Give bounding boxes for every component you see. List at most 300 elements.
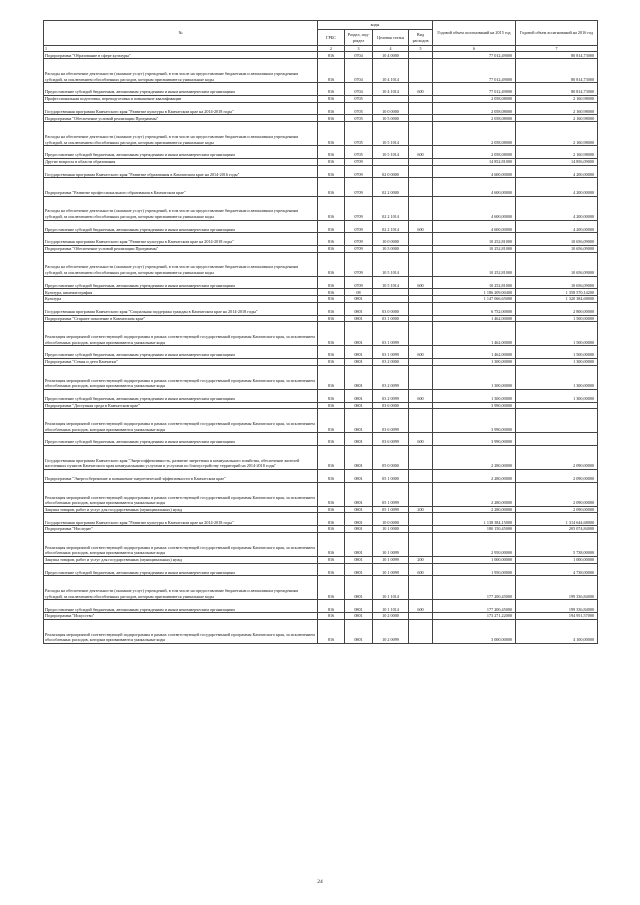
row-name-cell: Предоставление субсидий бюджетным, автономным учреждениям и иным некоммерческим организациям [44, 276, 318, 289]
header-target-article: Целевая статья [373, 30, 409, 46]
target-article-cell [373, 158, 409, 165]
target-article-cell: 03 1 0099 [373, 346, 409, 359]
row-name-cell: Предоставление субсидий бюджетным, автономным учреждениям и иным некоммерческим организациям [44, 563, 318, 576]
expense-type-cell [409, 446, 433, 470]
column-index: 6 [433, 46, 516, 52]
row-name-cell: Реализация мероприятий соответствующей подпрограммы в рамках соответствующей государственной программы Камчатского края, за исключением обособленных расходов, которым присваиваются уникальные коды [44, 619, 318, 643]
table-row [44, 315, 598, 322]
table-row [44, 365, 598, 389]
table-row [44, 302, 598, 315]
grbs-cell: 816 [318, 613, 345, 620]
target-article-cell: 10 1 0099 [373, 563, 409, 576]
target-article-cell: 05 1 0099 [373, 506, 409, 513]
amount-2015-cell: 77 012,49000 [433, 59, 516, 83]
grbs-cell: 816 [318, 556, 345, 563]
amount-2015-cell: 1 950,00000 [433, 563, 516, 576]
amount-2016-cell: 1 300,00000 [516, 365, 598, 389]
amount-2015-cell: 2 058,08000 [433, 115, 516, 122]
row-name-cell: Культура, кинематография [44, 289, 318, 296]
amount-2015-cell: 1 186 209,00400 [433, 289, 516, 296]
row-name-cell: Расходы на обеспечение деятельности (оказание услуг) учреждений, в том числе на предоставление бюджетным и автономным учреждениям субсидий, за исключением обособленных расходов, которым присваиваются уникальные коды [44, 252, 318, 276]
amount-2015-cell: 3 990,00000 [433, 433, 516, 446]
grbs-cell: 816 [318, 446, 345, 470]
amount-2015-cell: 4 600,00000 [433, 196, 516, 220]
expense-type-cell [409, 233, 433, 246]
section-cell: 0801 [345, 433, 373, 446]
amount-2016-cell: 5 738,00000 [516, 532, 598, 556]
amount-2015-cell: 177 200,45000 [433, 576, 516, 600]
table-row [44, 83, 598, 96]
grbs-cell: 816 [318, 158, 345, 165]
grbs-cell: 816 [318, 600, 345, 613]
table-row [44, 613, 598, 620]
amount-2016-cell: 205 074,84000 [516, 526, 598, 533]
grbs-cell: 816 [318, 389, 345, 402]
target-article-cell: 10 1 1014 [373, 576, 409, 600]
grbs-cell: 816 [318, 115, 345, 122]
amount-2016-cell: 1 500,00000 [516, 346, 598, 359]
target-article-cell: 02 2 0000 [373, 178, 409, 196]
document-page [43, 20, 597, 644]
expense-type-cell [409, 315, 433, 322]
amount-2015-cell: 1 300,00000 [433, 359, 516, 366]
expense-type-cell [409, 165, 433, 178]
target-article-cell: 03 2 0099 [373, 365, 409, 389]
row-name-cell: Реализация мероприятий соответствующей подпрограммы в рамках соответствующей государственной программы Камчатского края, за исключением обособленных расходов, которым присваиваются уникальные коды [44, 365, 318, 389]
table-row [44, 563, 598, 576]
expense-type-cell [409, 359, 433, 366]
row-name-cell: Предоставление субсидий бюджетным, автономным учреждениям и иным некоммерческим организациям [44, 433, 318, 446]
section-cell: 0801 [345, 470, 373, 483]
table-row [44, 289, 598, 296]
grbs-cell: 816 [318, 482, 345, 506]
expense-type-cell: 600 [409, 433, 433, 446]
amount-2016-cell [516, 433, 598, 446]
expense-type-cell: 600 [409, 220, 433, 233]
table-row [44, 389, 598, 402]
grbs-cell: 816 [318, 233, 345, 246]
header-section: Раздел, под-раздел [345, 30, 373, 46]
amount-2015-cell: 177 200,45000 [433, 600, 516, 613]
table-row [44, 165, 598, 178]
row-name-cell: Реализация мероприятий соответствующей подпрограммы в рамках соответствующей государственной программы Камчатского края, за исключением обособленных расходов, которым присваиваются уникальные коды [44, 482, 318, 506]
section-cell: 0801 [345, 600, 373, 613]
section-cell: 0801 [345, 359, 373, 366]
target-article-cell: 10 4 1014 [373, 83, 409, 96]
table-row [44, 600, 598, 613]
target-article-cell: 10 0 0000 [373, 102, 409, 115]
grbs-cell: 816 [318, 532, 345, 556]
amount-2016-cell: 1 500,00000 [516, 322, 598, 346]
row-name-cell: Подпрограмма "Образование в сфере культуры" [44, 52, 318, 59]
table-row [44, 402, 598, 409]
grbs-cell: 816 [318, 322, 345, 346]
target-article-cell: 10 1 1014 [373, 600, 409, 613]
expense-type-cell [409, 619, 433, 643]
expense-type-cell: 600 [409, 563, 433, 576]
amount-2015-cell: 2 058,08000 [433, 122, 516, 146]
row-name-cell: Подпрограмма "Развитие профессионального образования в Камчатском крае" [44, 178, 318, 196]
target-article-cell: 10 5 1014 [373, 122, 409, 146]
grbs-cell: 816 [318, 315, 345, 322]
amount-2016-cell: 199 336,84000 [516, 600, 598, 613]
expense-type-cell: 200 [409, 556, 433, 563]
grbs-cell: 816 [318, 346, 345, 359]
row-name-cell: Закупка товаров, работ и услуг для государственных (муниципальных) нужд [44, 506, 318, 513]
amount-2015-cell: 180 150,45000 [433, 526, 516, 533]
section-cell: 0704 [345, 52, 373, 59]
grbs-cell: 816 [318, 178, 345, 196]
grbs-cell: 816 [318, 359, 345, 366]
section-cell: 0709 [345, 178, 373, 196]
row-name-cell: Подпрограмма "Доступная среда в Камчатском крае" [44, 402, 318, 409]
header-name: № [44, 21, 318, 46]
section-cell: 0705 [345, 115, 373, 122]
expense-type-cell [409, 409, 433, 433]
amount-2015-cell: 2 280,00000 [433, 506, 516, 513]
header-expense-type: Вид расходов [409, 30, 433, 46]
amount-2016-cell: 2 090,00000 [516, 446, 598, 470]
grbs-cell: 816 [318, 83, 345, 96]
target-article-cell: 02 2 1014 [373, 220, 409, 233]
table-row [44, 52, 598, 59]
section-cell: 0704 [345, 59, 373, 83]
amount-2015-cell: 10 252,81000 [433, 233, 516, 246]
row-name-cell: Государственная программа Камчатского края "Развитие культуры в Камчатском крае на 2014-2018 годы" [44, 513, 318, 526]
grbs-cell: 816 [318, 59, 345, 83]
target-article-cell: 03 1 0099 [373, 322, 409, 346]
section-cell: 0705 [345, 102, 373, 115]
grbs-cell: 816 [318, 506, 345, 513]
row-name-cell: Предоставление субсидий бюджетным, автономным учреждениям и иным некоммерческим организациям [44, 220, 318, 233]
amount-2015-cell: 14 852,81000 [433, 158, 516, 165]
section-cell: 0709 [345, 276, 373, 289]
row-name-cell: Предоставление субсидий бюджетным, автономным учреждениям и иным некоммерческим организациям [44, 346, 318, 359]
grbs-cell: 816 [318, 513, 345, 526]
expense-type-cell [409, 178, 433, 196]
amount-2016-cell: 4 200,00000 [516, 220, 598, 233]
section-cell: 0801 [345, 389, 373, 402]
row-name-cell: Подпрограмма "Искусство" [44, 613, 318, 620]
row-name-cell: Подпрограмма "Обеспечение условий реализации Программы" [44, 245, 318, 252]
section-cell: 0709 [345, 233, 373, 246]
target-article-cell: 02 2 1014 [373, 196, 409, 220]
table-row [44, 115, 598, 122]
amount-2015-cell: 2 280,00000 [433, 470, 516, 483]
amount-2016-cell: 80 814,73000 [516, 59, 598, 83]
section-cell: 0801 [345, 513, 373, 526]
amount-2016-cell: 10 656,09000 [516, 245, 598, 252]
amount-2015-cell: 77 012,49000 [433, 52, 516, 59]
column-index: 3 [345, 46, 373, 52]
table-row [44, 506, 598, 513]
grbs-cell: 816 [318, 526, 345, 533]
amount-2016-cell: 14 856,09000 [516, 158, 598, 165]
grbs-cell: 816 [318, 402, 345, 409]
row-name-cell: Профессиональная подготовка, переподготовка и повышение квалификации [44, 95, 318, 102]
amount-2015-cell: 1 138 384,15000 [433, 513, 516, 526]
section-cell: 0801 [345, 576, 373, 600]
amount-2016-cell: 4 200,00000 [516, 196, 598, 220]
expense-type-cell: 600 [409, 276, 433, 289]
amount-2016-cell: 1 320 384,68000 [516, 296, 598, 303]
amount-2015-cell: 2 280,00000 [433, 446, 516, 470]
target-article-cell: 10 0 0000 [373, 233, 409, 246]
row-name-cell: Государственная программа Камчатского края "Социальная поддержка граждан в Камчатском крае на 2014-2018 годы" [44, 302, 318, 315]
amount-2016-cell: 1 358 570,14200 [516, 289, 598, 296]
grbs-cell: 816 [318, 165, 345, 178]
amount-2015-cell: 173 271,22000 [433, 613, 516, 620]
table-row [44, 470, 598, 483]
table-row [44, 146, 598, 159]
column-index: 1 [44, 46, 318, 52]
table-row [44, 359, 598, 366]
target-article-cell: 03 0 0000 [373, 302, 409, 315]
expense-type-cell [409, 402, 433, 409]
table-row [44, 296, 598, 303]
row-name-cell: Другие вопросы в области образования [44, 158, 318, 165]
expense-type-cell [409, 59, 433, 83]
section-cell: 0801 [345, 402, 373, 409]
amount-2016-cell [516, 402, 598, 409]
amount-2016-cell: 10 656,09000 [516, 233, 598, 246]
row-name-cell: Предоставление субсидий бюджетным, автономным учреждениям и иным некоммерческим организациям [44, 389, 318, 402]
expense-type-cell [409, 252, 433, 276]
amount-2015-cell: 1 462,00000 [433, 315, 516, 322]
expense-type-cell [409, 115, 433, 122]
table-row [44, 220, 598, 233]
expense-type-cell [409, 95, 433, 102]
amount-2015-cell: 1 000,00000 [433, 556, 516, 563]
target-article-cell: 10 5 1014 [373, 276, 409, 289]
section-cell: 0801 [345, 296, 373, 303]
section-cell: 0801 [345, 532, 373, 556]
row-name-cell: Предоставление субсидий бюджетным, автономным учреждениям и иным некоммерческим организациям [44, 83, 318, 96]
target-article-cell: 05 1 0000 [373, 470, 409, 483]
amount-2015-cell: 2 058,08000 [433, 146, 516, 159]
amount-2015-cell: 1 462,00000 [433, 322, 516, 346]
table-row [44, 276, 598, 289]
expense-type-cell [409, 365, 433, 389]
header-year-2016: Годовой объем ассигнований на 2016 год [516, 21, 598, 46]
row-name-cell: Государственная программа Камчатского края "Развитие культуры в Камчатском крае на 2014-2018 годы" [44, 102, 318, 115]
table-row [44, 95, 598, 102]
amount-2015-cell: 10 252,81000 [433, 245, 516, 252]
table-row [44, 556, 598, 563]
column-index: 5 [409, 46, 433, 52]
amount-2016-cell: 4 200,00000 [516, 178, 598, 196]
table-row [44, 245, 598, 252]
amount-2016-cell: 2 800,00000 [516, 302, 598, 315]
grbs-cell: 816 [318, 470, 345, 483]
amount-2016-cell: 2 160,98000 [516, 102, 598, 115]
expense-type-cell [409, 576, 433, 600]
expense-type-cell: 200 [409, 506, 433, 513]
amount-2015-cell: 2 950,00000 [433, 532, 516, 556]
section-cell: 0801 [345, 302, 373, 315]
section-cell: 0801 [345, 315, 373, 322]
header-codes-group: коды [318, 21, 433, 30]
target-article-cell: 10 2 0099 [373, 619, 409, 643]
target-article-cell: 10 0 0000 [373, 513, 409, 526]
grbs-cell: 816 [318, 276, 345, 289]
grbs-cell: 816 [318, 563, 345, 576]
amount-2016-cell: 2 160,98000 [516, 146, 598, 159]
target-article-cell: 10 2 0000 [373, 613, 409, 620]
section-cell: 0709 [345, 165, 373, 178]
amount-2015-cell: 77 012,49000 [433, 83, 516, 96]
expense-type-cell: 600 [409, 146, 433, 159]
grbs-cell: 816 [318, 146, 345, 159]
target-article-cell: 10 5 1014 [373, 146, 409, 159]
row-name-cell: Подпрограмма "Обеспечение условий реализации Программы" [44, 115, 318, 122]
expense-type-cell: 600 [409, 600, 433, 613]
expense-type-cell [409, 296, 433, 303]
amount-2016-cell: 4 100,00000 [516, 619, 598, 643]
row-name-cell: Расходы на обеспечение деятельности (оказание услуг) учреждений, в том числе на предоставление бюджетным и автономным учреждениям субсидий, за исключением обособленных расходов, которым присваиваются уникальные коды [44, 122, 318, 146]
amount-2015-cell: 3 000,00000 [433, 619, 516, 643]
amount-2015-cell: 2 058,08000 [433, 95, 516, 102]
target-article-cell: 10 1 0099 [373, 532, 409, 556]
target-article-cell: 03 6 0000 [373, 402, 409, 409]
amount-2015-cell: 4 600,00000 [433, 220, 516, 233]
row-name-cell: Закупка товаров, работ и услуг для государственных (муниципальных) нужд [44, 556, 318, 563]
target-article-cell: 03 2 0099 [373, 389, 409, 402]
amount-2015-cell: 6 752,00000 [433, 302, 516, 315]
section-cell: 0709 [345, 220, 373, 233]
target-article-cell: 10 5 0000 [373, 115, 409, 122]
row-name-cell: Культура [44, 296, 318, 303]
target-article-cell: 10 4 0000 [373, 52, 409, 59]
section-cell: 0801 [345, 365, 373, 389]
section-cell: 0709 [345, 158, 373, 165]
expense-type-cell [409, 613, 433, 620]
amount-2016-cell: 10 656,09000 [516, 276, 598, 289]
amount-2016-cell: 2 090,00000 [516, 506, 598, 513]
target-article-cell: 02 0 0000 [373, 165, 409, 178]
amount-2015-cell: 10 252,81000 [433, 252, 516, 276]
amount-2016-cell: 199 336,84000 [516, 576, 598, 600]
section-cell: 0801 [345, 506, 373, 513]
table-row [44, 513, 598, 526]
amount-2015-cell: 3 990,00000 [433, 402, 516, 409]
target-article-cell: 10 1 0099 [373, 556, 409, 563]
row-name-cell: Расходы на обеспечение деятельности (оказание услуг) учреждений, в том числе на предоставление бюджетным и автономным учреждениям субсидий, за исключением обособленных расходов, которым присваиваются уникальные коды [44, 59, 318, 83]
section-cell: 0801 [345, 613, 373, 620]
amount-2015-cell: 2 058,08000 [433, 102, 516, 115]
grbs-cell: 816 [318, 296, 345, 303]
section-cell: 0705 [345, 122, 373, 146]
row-name-cell: Государственная программа Камчатского края "Энергоэффективность, развитие энергетики и коммунального хозяйства, обеспечение жителей населенных пунктов Камчатского края коммунальными услугами и услугами по благоустройству территорий на 2014-2018 годы" [44, 446, 318, 470]
row-name-cell: Реализация мероприятий соответствующей подпрограммы в рамках соответствующей государственной программы Камчатского края, за исключением обособленных расходов, которым присваиваются уникальные коды [44, 409, 318, 433]
expense-type-cell [409, 532, 433, 556]
section-cell: 0801 [345, 563, 373, 576]
table-row [44, 178, 598, 196]
grbs-cell: 816 [318, 409, 345, 433]
expense-type-cell: 600 [409, 346, 433, 359]
expense-type-cell [409, 482, 433, 506]
table-row [44, 59, 598, 83]
page-number: 24 [317, 879, 323, 885]
table-row [44, 532, 598, 556]
row-name-cell: Подпрограмма "Семья и дети Камчатки" [44, 359, 318, 366]
table-row [44, 482, 598, 506]
section-cell: 0801 [345, 409, 373, 433]
row-name-cell: Реализация мероприятий соответствующей подпрограммы в рамках соответствующей государственной программы Камчатского края, за исключением обособленных расходов, которым присваиваются уникальные коды [44, 322, 318, 346]
row-name-cell: Предоставление субсидий бюджетным, автономным учреждениям и иным некоммерческим организациям [44, 146, 318, 159]
row-name-cell: Подпрограмма "Старшее поколение в Камчатском крае" [44, 315, 318, 322]
table-row [44, 446, 598, 470]
grbs-cell: 816 [318, 433, 345, 446]
expense-type-cell [409, 289, 433, 296]
amount-2016-cell: 2 160,98000 [516, 95, 598, 102]
section-cell: 0801 [345, 526, 373, 533]
target-article-cell: 03 6 0099 [373, 409, 409, 433]
budget-table [43, 20, 598, 644]
header-year-2015: Годовой объем ассигнований на 2015 год [433, 21, 516, 46]
table-row [44, 233, 598, 246]
amount-2016-cell: 1 000,00000 [516, 556, 598, 563]
target-article-cell: 05 0 0000 [373, 446, 409, 470]
expense-type-cell [409, 102, 433, 115]
amount-2016-cell: 4 738,00000 [516, 563, 598, 576]
target-article-cell: 03 6 0099 [373, 433, 409, 446]
row-name-cell: Государственная программа Камчатского края "Развитие образования в Камчатском крае на 2014-2016 годы" [44, 165, 318, 178]
grbs-cell: 816 [318, 52, 345, 59]
amount-2015-cell: 2 280,00000 [433, 482, 516, 506]
target-article-cell: 10 1 0000 [373, 526, 409, 533]
amount-2015-cell: 1 300,00000 [433, 389, 516, 402]
grbs-cell: 816 [318, 576, 345, 600]
amount-2015-cell: 4 600,00000 [433, 178, 516, 196]
grbs-cell: 816 [318, 619, 345, 643]
expense-type-cell [409, 122, 433, 146]
section-cell: 0801 [345, 556, 373, 563]
grbs-cell: 816 [318, 289, 345, 296]
target-article-cell [373, 289, 409, 296]
grbs-cell: 816 [318, 95, 345, 102]
amount-2016-cell: 2 090,00000 [516, 470, 598, 483]
grbs-cell: 816 [318, 220, 345, 233]
budget-table-body [44, 52, 598, 644]
grbs-cell: 816 [318, 245, 345, 252]
amount-2016-cell: 4 200,00000 [516, 165, 598, 178]
section-cell: 0709 [345, 196, 373, 220]
target-article-cell: 03 2 0000 [373, 359, 409, 366]
amount-2015-cell: 1 462,00000 [433, 346, 516, 359]
column-index: 2 [318, 46, 345, 52]
row-name-cell: Расходы на обеспечение деятельности (оказание услуг) учреждений, в том числе на предоставление бюджетным и автономным учреждениям субсидий, за исключением обособленных расходов, которым присваиваются уникальные коды [44, 196, 318, 220]
row-name-cell: Предоставление субсидий бюджетным, автономным учреждениям и иным некоммерческим организациям [44, 600, 318, 613]
amount-2016-cell: 1 300,00000 [516, 359, 598, 366]
table-row [44, 322, 598, 346]
target-article-cell: 10 5 1014 [373, 252, 409, 276]
amount-2015-cell: 10 252,81000 [433, 276, 516, 289]
row-name-cell: Реализация мероприятий соответствующей подпрограммы в рамках соответствующей государственной программы Камчатского края, за исключением обособленных расходов, которым присваиваются уникальные коды [44, 532, 318, 556]
expense-type-cell [409, 470, 433, 483]
target-article-cell: 03 1 0000 [373, 315, 409, 322]
amount-2016-cell: 1 500,00000 [516, 315, 598, 322]
row-name-cell: Государственная программа Камчатского края "Развитие культуры в Камчатском крае на 2014-2018 годы" [44, 233, 318, 246]
table-row [44, 526, 598, 533]
section-cell: 0704 [345, 83, 373, 96]
expense-type-cell [409, 302, 433, 315]
table-row [44, 576, 598, 600]
grbs-cell: 816 [318, 252, 345, 276]
grbs-cell: 816 [318, 302, 345, 315]
section-cell: 0801 [345, 482, 373, 506]
grbs-cell: 816 [318, 365, 345, 389]
